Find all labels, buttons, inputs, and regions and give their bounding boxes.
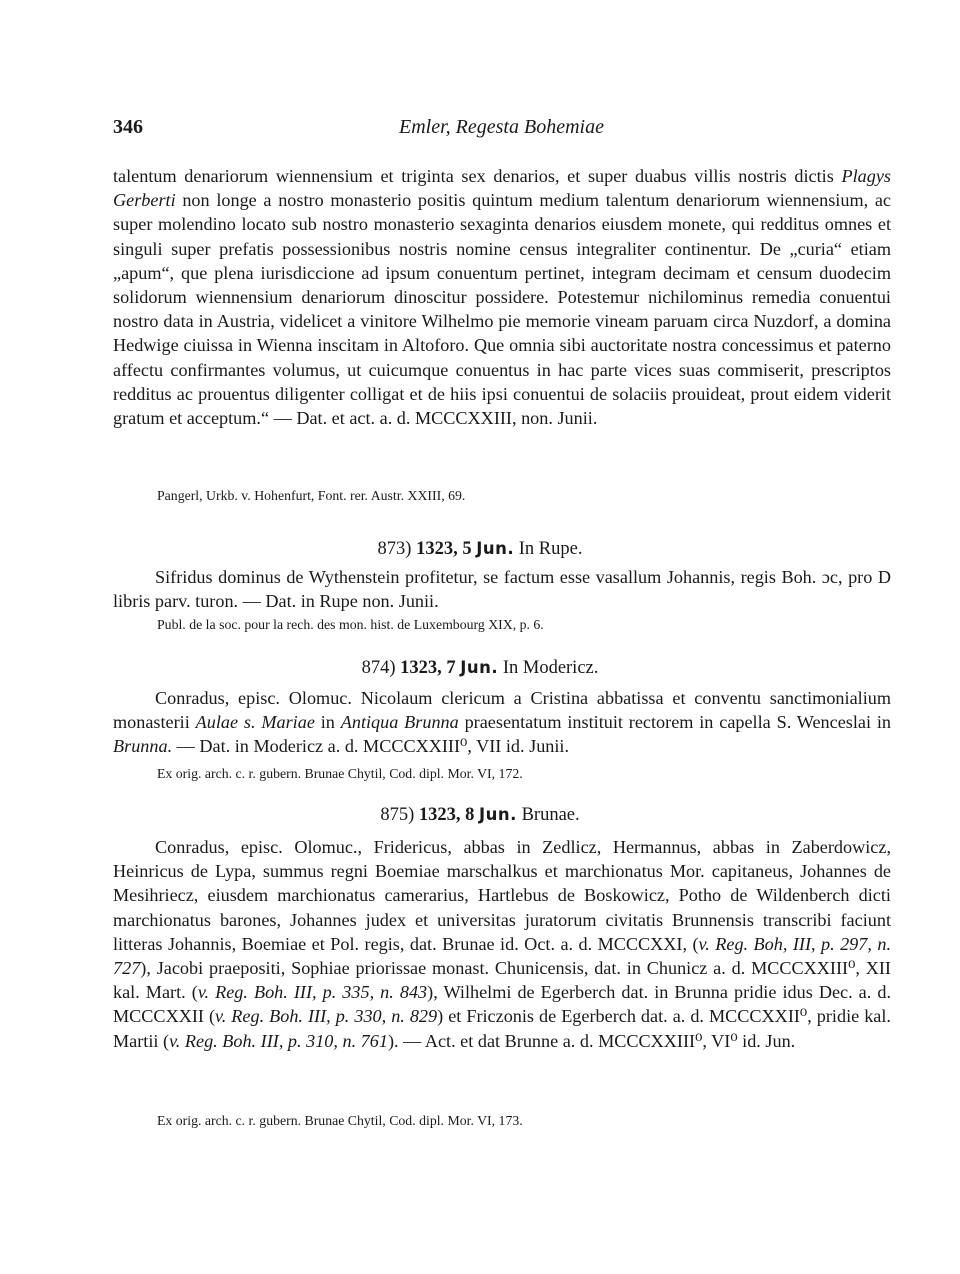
entry-date: 1323, 8 <box>418 805 475 825</box>
place-name: Plagys Gerberti <box>113 166 891 211</box>
place-name: Aulae s. Mariae <box>195 712 315 733</box>
entry-month: Jun. <box>479 805 517 824</box>
entry-date: 1323, 7 <box>400 658 456 678</box>
citation: v. Reg. Boh. III, p. 310, n. 761 <box>169 1030 388 1051</box>
citation: v. Reg. Boh. III, p. 330, n. 829 <box>215 1006 438 1027</box>
page-number: 346 <box>113 116 143 138</box>
entry-number: 873) <box>377 539 412 559</box>
entry-place: Brunae. <box>521 805 580 825</box>
prev-entry-source: Pangerl, Urkb. v. Hohenfurt, Font. rer. Austr. XXIII, 69. <box>157 488 466 503</box>
entry-place: In Rupe. <box>518 539 583 559</box>
entry-874-heading <box>0 656 960 680</box>
entry-date: 1323, 5 <box>416 539 472 559</box>
entry-month: Jun. <box>460 658 499 677</box>
prev-entry-text: talentum denariorum wiennensium et triginta sex denarios, et super duabus villis nostris dictis Plagys Gerberti non longe a nostro monasterio positis quintum medium talentum denariorum wiennensium, ac super molendino locato sub nostro monasterio sexaginta denarios eiusdem monete, qui redditus omnes et singuli super prefatis possessionibus nostris nomine census integraliter continentur. De „curia“ etiam „apum“, que plena iurisdiccione ad ipsum conuentum pertinet, integram decimam et censum duodecim solidorum wiennensium denariorum dinoscitur possidere. Potestemur nichilominus remedia conuentui nostro data in Austria, videlicet a vinitore Wilhelmo pie memorie vineam paruam circa Nuzdorf, a domina Hedwige ciuissa in Wienna inscitam in Altoforo. Que omnia sibi auctoritate nostra concessimus et paterno affectu confirmantes volumus, ut cuicumque conuentus in hac parte vices suas commiserit, prescriptos redditus ac prouentus diligenter colligat et de hiis ipsi conuentui de solaciis prouideat, prout eidem viderit gratum et acceptum.“ — Dat. et act. a. d. MCCCXXIII, non. Junii. <box>113 166 891 429</box>
running-title: Emler, Regesta Bohemiae <box>399 116 604 138</box>
citation: v. Reg. Boh. III, p. 335, n. 843 <box>197 982 428 1003</box>
entry-875-text: Conradus, episc. Olomuc., Fridericus, abbas in Zedlicz, Hermannus, abbas in Zaberdowicz, Heinricus de Lypa, summus regni Boemiae marschalkus et marchionatus Mor. capitaneus, Johannes de Mesihriecz, eiusdem marchionatus camerarius, Hartlebus de Boskowicz, Potho de Wildenberch dicti marchionatus barones, Johannes judex et universitas juratorum civitatis Brunnensis transcribi faciunt litteras Johannis, Boemiae et Pol. regis, dat. Brunae id. Oct. a. d. MCCCXXI, (v. Reg. Boh, III, p. 297, n. 727), Jacobi praepositi, Sophiae priorissae monast. Chunicensis, dat. in Chunicz a. d. MCCCXXIII⁰, XII kal. Mart. (v. Reg. Boh. III, p. 335, n. 843), Wilhelmi de Egerberch dat. in Brunna pridie idus Dec. a. d. MCCCXXII (v. Reg. Boh. III, p. 330, n. 829) et Friczonis de Egerberch dat. a. d. MCCCXXII⁰, pridie kal. Martii (v. Reg. Boh. III, p. 310, n. 761). — Act. et dat Brunne a. d. MCCCXXIII⁰, VI⁰ id. Jun. <box>113 837 891 1051</box>
page-header <box>113 116 890 146</box>
entry-place: In Modericz. <box>502 658 599 678</box>
place-name: Brunna. <box>113 736 173 757</box>
entry-874-source: Ex orig. arch. c. r. gubern. Brunae Chytil, Cod. dipl. Mor. VI, 172. <box>157 766 523 781</box>
entry-875-source: Ex orig. arch. c. r. gubern. Brunae Chytil, Cod. dipl. Mor. VI, 173. <box>157 1113 523 1128</box>
citation: v. Reg. Boh, III, p. 297, n. 727 <box>113 933 891 979</box>
entry-873-text: Sifridus dominus de Wythenstein profitetur, se factum esse vasallum Johannis, regis Boh. ɔc, pro D libris parv. turon. — Dat. in Rupe non. Junii. <box>113 567 891 612</box>
entry-873-heading <box>0 537 960 561</box>
entry-873-source: Publ. de la soc. pour la rech. des mon. hist. de Luxembourg XIX, p. 6. <box>157 617 544 632</box>
entry-875-heading <box>0 803 960 827</box>
entry-number: 874) <box>361 658 396 678</box>
place-name: Antiqua Brunna <box>340 712 459 733</box>
entry-number: 875) <box>380 805 415 825</box>
entry-874-text: Conradus, episc. Olomuc. Nicolaum clericum a Cristina abbatissa et conventu sanctimonialium monasterii Aulae s. Mariae in Antiqua Brunna praesentatum instituit rectorem in capella S. Wenceslai in Brunna. — Dat. in Modericz a. d. MCCCXXIII⁰, VII id. Junii. <box>113 688 892 757</box>
entry-month: Jun. <box>476 539 515 558</box>
